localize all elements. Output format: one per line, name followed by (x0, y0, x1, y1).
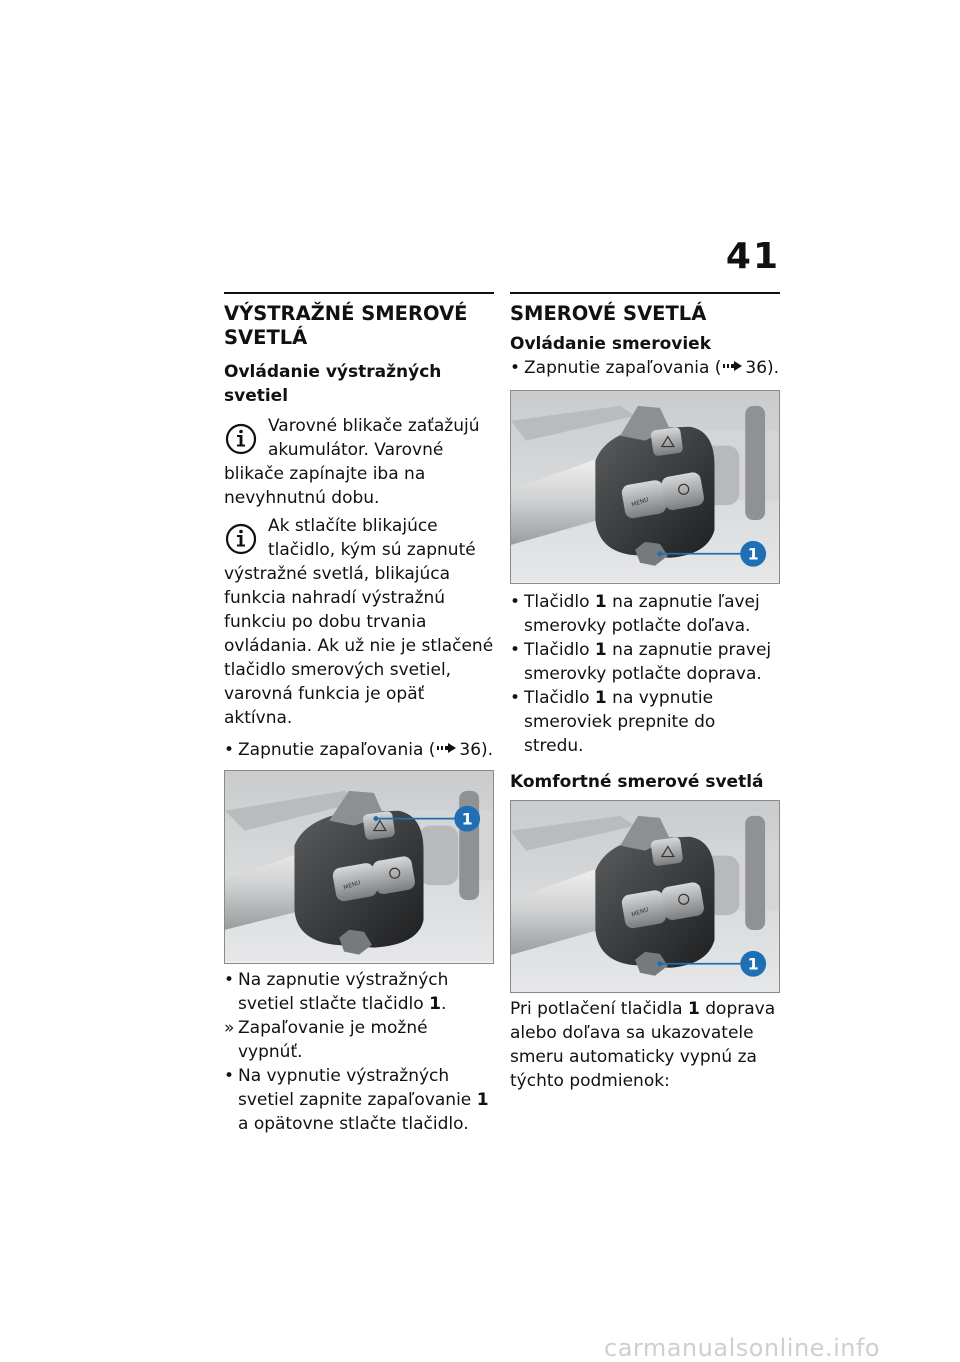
info-note-turn-override: Ak stlačíte blikajúce tlačidlo, kým sú zapnuté výstražné svetlá, blikajúca funkcia nahradí výstražnú funkciu po dobu trvania ovládania. Ak už nie je stlačené tlačidlo smerových svetiel, varovná funkcia je opäť aktívna. (224, 516, 494, 728)
figure-turn-switch (510, 390, 780, 584)
section-title-turn-signals: SMEROVÉ SVETLÁ (510, 302, 707, 325)
figure-comfort-switch (510, 800, 780, 994)
handlebar-switch-illustration (511, 391, 779, 583)
callout-number: 1 (747, 954, 759, 974)
ignition-list (510, 356, 780, 380)
turn-steps (510, 590, 780, 758)
ignition-list (224, 738, 494, 762)
info-icon (224, 518, 262, 558)
list-item: • Tlačidlo 1 na zapnutie ľavej smerovky potlačte doľava. (510, 591, 760, 636)
page-number: 41 (725, 236, 780, 277)
section-title-hazard: VÝSTRAŽNÉ SMEROVÉ SVETLÁ (224, 302, 468, 349)
handlebar-switch-illustration (225, 771, 493, 963)
list-item: • Zapnutie zapaľovania ( 36). (224, 740, 494, 760)
list-item: • Na vypnutie výstražných svetiel zapnite zapaľovanie 1 a opätovne stlačte tlačidlo. (224, 1065, 489, 1134)
subtitle-turn-operation: Ovládanie smeroviek (510, 334, 712, 354)
figure-hazard-switch (224, 770, 494, 964)
page-reference-arrow-icon (437, 743, 457, 753)
section-rule (224, 292, 494, 294)
section-rule (510, 292, 780, 294)
watermark: carmanualsonline.info (604, 1334, 881, 1362)
list-item: • Tlačidlo 1 na zapnutie pravej smerovky potlačte doprava. (510, 639, 772, 684)
callout-number: 1 (747, 544, 759, 564)
page-reference-arrow-icon (723, 361, 743, 371)
svg-text:MENU: MENU (342, 879, 362, 892)
svg-text:MENU: MENU (630, 905, 650, 919)
list-item: • Na zapnutie výstražných svetiel stlačte tlačidlo 1. (224, 969, 449, 1014)
left-column (224, 292, 494, 1136)
handlebar-switch-illustration (511, 801, 779, 993)
list-item: • Tlačidlo 1 na vypnutie smeroviek prepnite do stredu. (510, 687, 716, 756)
info-note-battery: Varovné blikače zaťažujú akumulátor. Varovné blikače zapínajte iba na nevyhnutnú dobu. (224, 416, 480, 508)
subtitle-comfort-turn: Komfortné smerové svetlá (510, 771, 764, 792)
subtitle-hazard-operation: Ovládanie výstražných svetiel (224, 362, 442, 406)
list-item: • Zapnutie zapaľovania ( 36). (510, 358, 780, 378)
svg-text:MENU: MENU (630, 496, 650, 509)
callout-number: 1 (461, 809, 473, 829)
comfort-description: Pri potlačení tlačidla 1 doprava alebo doľava sa ukazovatele smeru automaticky vypnú za týchto podmienok: (510, 999, 776, 1092)
info-icon (224, 418, 262, 458)
hazard-steps (224, 968, 494, 1136)
right-column (510, 292, 780, 1093)
list-item: » Zapaľovanie je možné vypnúť. (224, 1017, 428, 1062)
